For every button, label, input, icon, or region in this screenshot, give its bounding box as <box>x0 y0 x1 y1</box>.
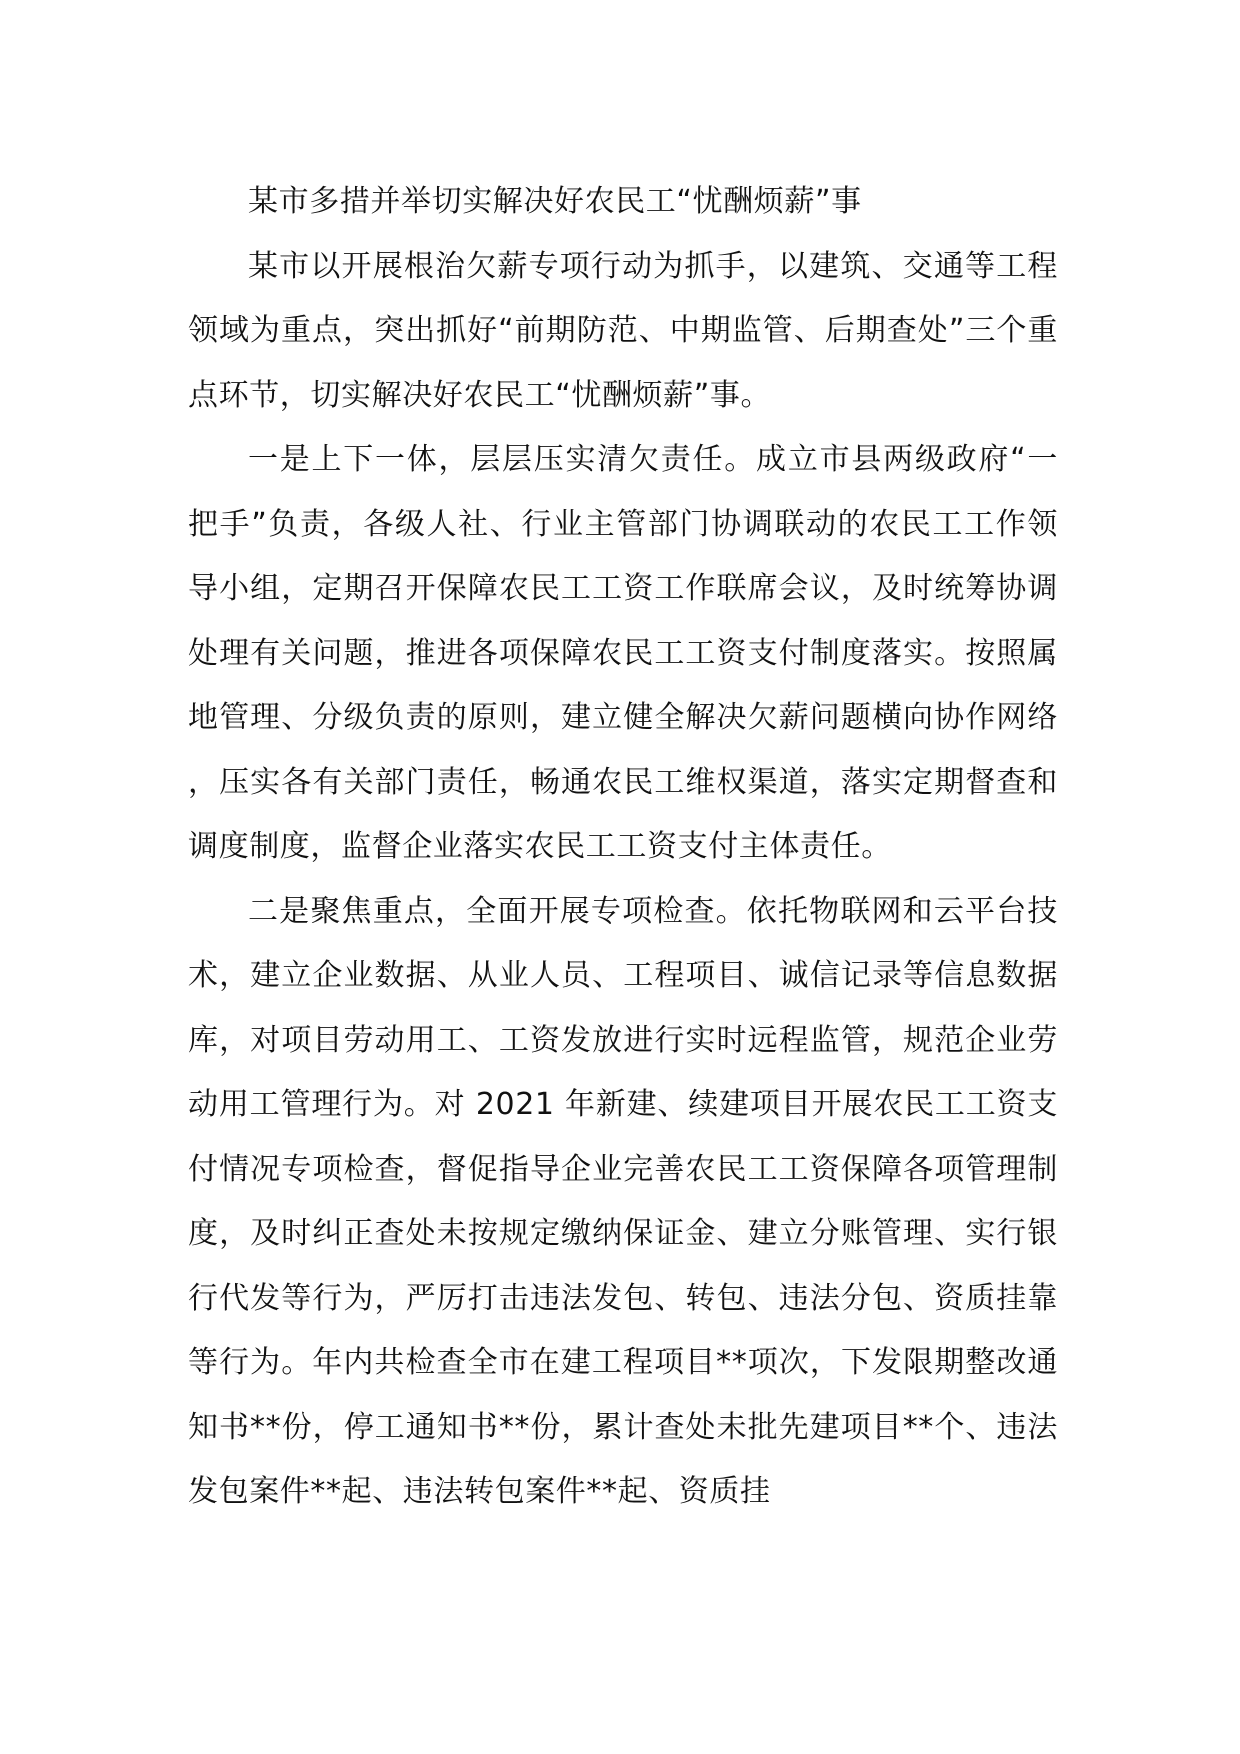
document-title: 某市多措并举切实解决好农民工“忧酬烦薪”事 <box>248 184 862 219</box>
paragraph-point-one: 一是上下一体，层层压实清欠责任。成立市县两级政府“一把手”负责，各级人社、行业主管部门协调联动的农民工工作领导小组，定期召开保障农民工工资工作联席会议，及时统筹协调处理有关问题，推进各项保障农民工工资支付制度落实。按照属地管理、分级负责的原则，建立健全解决欠薪问题横向协作网络，压实各有关部门责任，畅通农民工维权渠道，落实定期督查和调度制度，监督企业落实农民工工资支付主体责任。 <box>188 442 1058 864</box>
paragraph-intro: 某市以开展根治欠薪专项行动为抓手，以建筑、交通等工程领域为重点，突出抓好“前期防范、中期监管、后期查处”三个重点环节，切实解决好农民工“忧酬烦薪”事。 <box>188 248 1058 413</box>
paragraph-point-two: 二是聚焦重点，全面开展专项检查。依托物联网和云平台技术，建立企业数据、从业人员、工程项目、诚信记录等信息数据库，对项目劳动用工、工资发放进行实时远程监管，规范企业劳动用工管理行为。对 2021 年新建、续建项目开展农民工工资支付情况专项检查，督促指导企业完善农民工工资保障各项管理制度，及时纠正查处未按规定缴纳保证金、建立分账管理、实行银行代发等行为，严厉打击违法发包、转包、违法分包、资质挂靠等行为。年内共检查全市在建工程项目**项次，下发限期整改通知书**份，停工通知书**份，累计查处未批先建项目**个、违法发包案件**起、违法转包案件**起、资质挂 <box>188 893 1058 1509</box>
document-body <box>188 170 1058 1525</box>
